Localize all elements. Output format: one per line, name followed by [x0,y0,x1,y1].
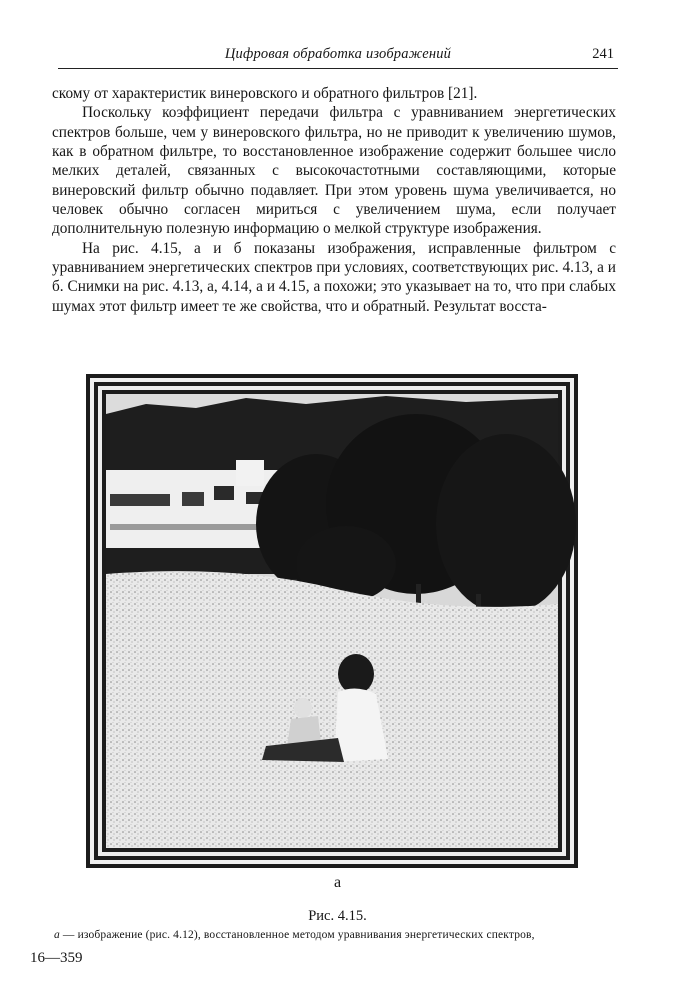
figure-description-text: — изображение (рис. 4.12), восстановленное методом уравнивания энергетических спектров, [59,929,535,941]
paragraph-2: На рис. 4.15, а и б показаны изображения, исправленные фильтром с уравниванием энергетических спектров при условиях, соответствующих рис. 4.13, а и б. Снимки на рис. 4.13, а, 4.14, а и 4.15, а похожи; это указывает на то, что при слабых шумах этот фильтр имеет те же свойства, что и обратный. Результат восста- [52,239,616,315]
figure-caption: Рис. 4.15. [308,908,367,924]
photo-scene [106,394,576,848]
paragraph-continuation: скому от характеристик винеровского и обратного фильтров [21]. [52,85,478,102]
page-number: 241 [592,46,614,62]
figure-description-letter: а [54,929,60,941]
figure-sublabel: а [333,874,342,891]
running-header [58,44,618,69]
body-text [52,84,616,316]
header-title: Цифровая обработка изображений [224,46,452,62]
restored-photograph [86,374,578,868]
paragraph-1: Поскольку коэффициент передачи фильтра с уравниванием энергетических спектров больше, чем у винеровского фильтра, но не приводит к увеличению шумов, как в обратном фильтре, то восстановленное изображение содержит большее число мелких деталей, связанных с высокочастотными составляющими, которые винеровский фильтр обычно подавляет. При этом уровень шума увеличивается, но человек обычно согласен мириться с увеличением шума, если получает дополнительную полезную информацию о мелкой структуре изображения. [52,104,616,238]
figure-photo [86,374,578,868]
printer-signature: 16—359 [30,950,83,966]
figure-description [54,929,619,941]
